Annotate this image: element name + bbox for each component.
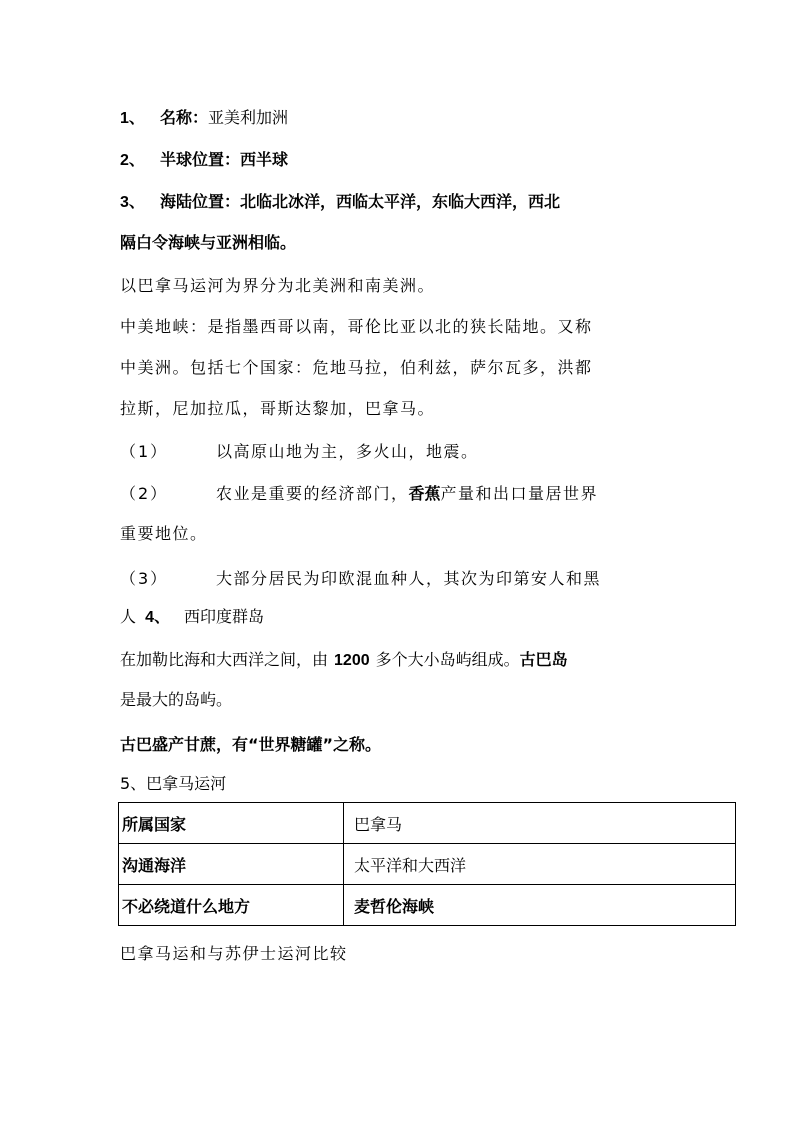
heading-number: 1、	[120, 110, 145, 127]
heading-value: 亚美利加洲	[208, 108, 289, 127]
heading-hemisphere	[120, 150, 288, 171]
heading-sea-land	[120, 192, 560, 213]
table-cell-key: 沟通海洋	[119, 844, 344, 885]
point-text: 以高原山地为主，多火山，地震。	[216, 442, 479, 461]
point-text: 人	[120, 607, 137, 626]
point-text: 大部分居民为印欧混血种人，其次为印第安人和黑	[216, 569, 602, 588]
paragraph-text: 多个大小岛屿组成。	[375, 650, 520, 669]
heading-label: 海陆位置：	[160, 192, 241, 211]
paragraph-text: 在加勒比海和大西洋之间，由	[120, 650, 329, 669]
table-cell-value: 麦哲伦海峡	[344, 885, 736, 926]
paragraph-text-bold: 古巴岛	[519, 650, 568, 669]
heading-number: 2、	[120, 152, 145, 169]
paragraph-central-america-1: 中美地峡：是指墨西哥以南，哥伦比亚以北的狭长陆地。又称	[120, 317, 593, 336]
paragraph-cuba-sugar: 古巴盛产甘蔗，有“世界糖罐”之称。	[120, 735, 382, 754]
heading-name	[120, 108, 288, 129]
point-2	[120, 484, 598, 504]
point-2-cont: 重要地位。	[120, 524, 208, 543]
point-3-cont-and-heading-4	[120, 607, 264, 628]
heading-number: 3、	[120, 194, 145, 211]
heading-value: 西印度群岛	[184, 607, 265, 626]
paragraph-central-america-2: 中美洲。包括七个国家：危地马拉，伯利兹，萨尔瓦多，洪都	[120, 358, 593, 377]
table-row	[119, 885, 736, 926]
table-row	[119, 803, 736, 844]
table-cell-key: 不必绕道什么地方	[119, 885, 344, 926]
table-cell-key: 所属国家	[119, 803, 344, 844]
point-text: 农业是重要的经济部门，	[216, 484, 409, 503]
heading-label: 半球位置：	[160, 150, 241, 169]
table-cell-value: 太平洋和大西洋	[344, 844, 736, 885]
paragraph-compare: 巴拿马运和与苏伊士运河比较	[120, 944, 348, 963]
paragraph-west-indies-2: 是最大的岛屿。	[120, 690, 233, 709]
canal-table	[118, 802, 736, 926]
point-text: 产量和出口量居世界	[440, 484, 599, 503]
heading-sea-land-cont: 隔白令海峡与亚洲相临。	[120, 233, 297, 252]
paragraph-west-indies-1	[120, 650, 568, 671]
point-number: （3）	[120, 569, 169, 588]
point-number: （1）	[120, 442, 169, 461]
heading-panama-canal: 5、巴拿马运河	[120, 774, 227, 793]
heading-number: 4、	[145, 609, 171, 626]
table-row	[119, 844, 736, 885]
point-1	[120, 442, 479, 462]
heading-value: 西半球	[240, 150, 289, 169]
heading-label: 名称：	[160, 108, 209, 127]
paragraph-divide: 以巴拿马运河为界分为北美洲和南美洲。	[120, 276, 436, 295]
paragraph-central-america-3: 拉斯，尼加拉瓜，哥斯达黎加，巴拿马。	[120, 399, 436, 418]
point-number: （2）	[120, 484, 169, 503]
island-count: 1200	[334, 652, 370, 669]
heading-value: 北临北冰洋，西临太平洋，东临大西洋，西北	[240, 192, 561, 211]
point-text-bold: 香蕉	[408, 484, 441, 503]
table-cell-value: 巴拿马	[344, 803, 736, 844]
point-3	[120, 569, 601, 589]
